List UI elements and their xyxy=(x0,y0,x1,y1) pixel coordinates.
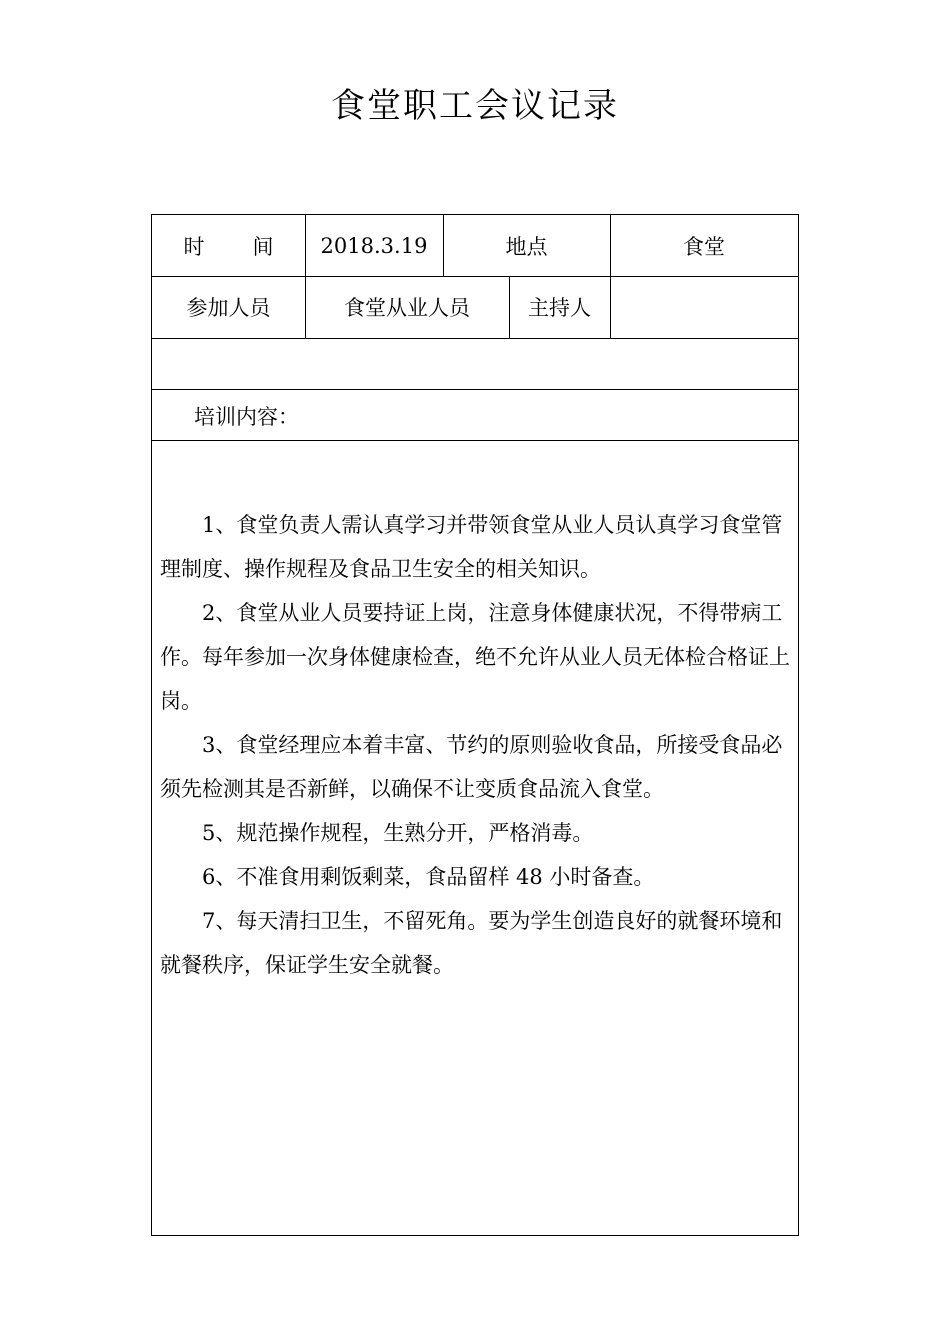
content-paragraph: 6、不准食用剩饭剩菜，食品留样 48 小时备查。 xyxy=(202,865,655,889)
participants-label: 参加人员 xyxy=(186,296,271,320)
row-divider xyxy=(152,389,798,390)
content-paragraph: 3、食堂经理应本着丰富、节约的原则验收食品，所接受食品必须先检测其是否新鲜，以确保不让变质食品流入食堂。 xyxy=(160,733,783,801)
location-label: 地点 xyxy=(505,234,548,259)
content-paragraph: 7、每天清扫卫生，不留死角。要为学生创造良好的就餐环境和就餐秩序，保证学生安全就餐。 xyxy=(160,909,783,977)
content-paragraph: 1、食堂负责人需认真学习并带领食堂从业人员认真学习食堂管理制度、操作规程及食品卫生安全的相关知识。 xyxy=(160,513,783,581)
time-label xyxy=(152,215,305,276)
training-content-body xyxy=(160,503,792,987)
content-paragraph: 5、规范操作规程，生熟分开，严格消毒。 xyxy=(202,821,594,845)
location-value: 食堂 xyxy=(683,234,725,259)
blank-row xyxy=(152,338,798,389)
host-value xyxy=(610,276,798,338)
content-paragraph: 2、食堂从业人员要持证上岗，注意身体健康状况，不得带病工作。每年参加一次身体健康检查，绝不允许从业人员无体检合格证上岗。 xyxy=(160,601,790,713)
time-label-right: 间 xyxy=(252,234,274,259)
participants-value: 食堂从业人员 xyxy=(344,296,470,320)
meeting-record-form xyxy=(151,214,799,1236)
time-value: 2018.3.19 xyxy=(320,233,428,258)
training-content-label: 培训内容： xyxy=(194,405,299,429)
time-label-left: 时 xyxy=(183,234,205,259)
page-title: 食堂职工会议记录 xyxy=(331,86,619,126)
host-label: 主持人 xyxy=(528,296,591,320)
